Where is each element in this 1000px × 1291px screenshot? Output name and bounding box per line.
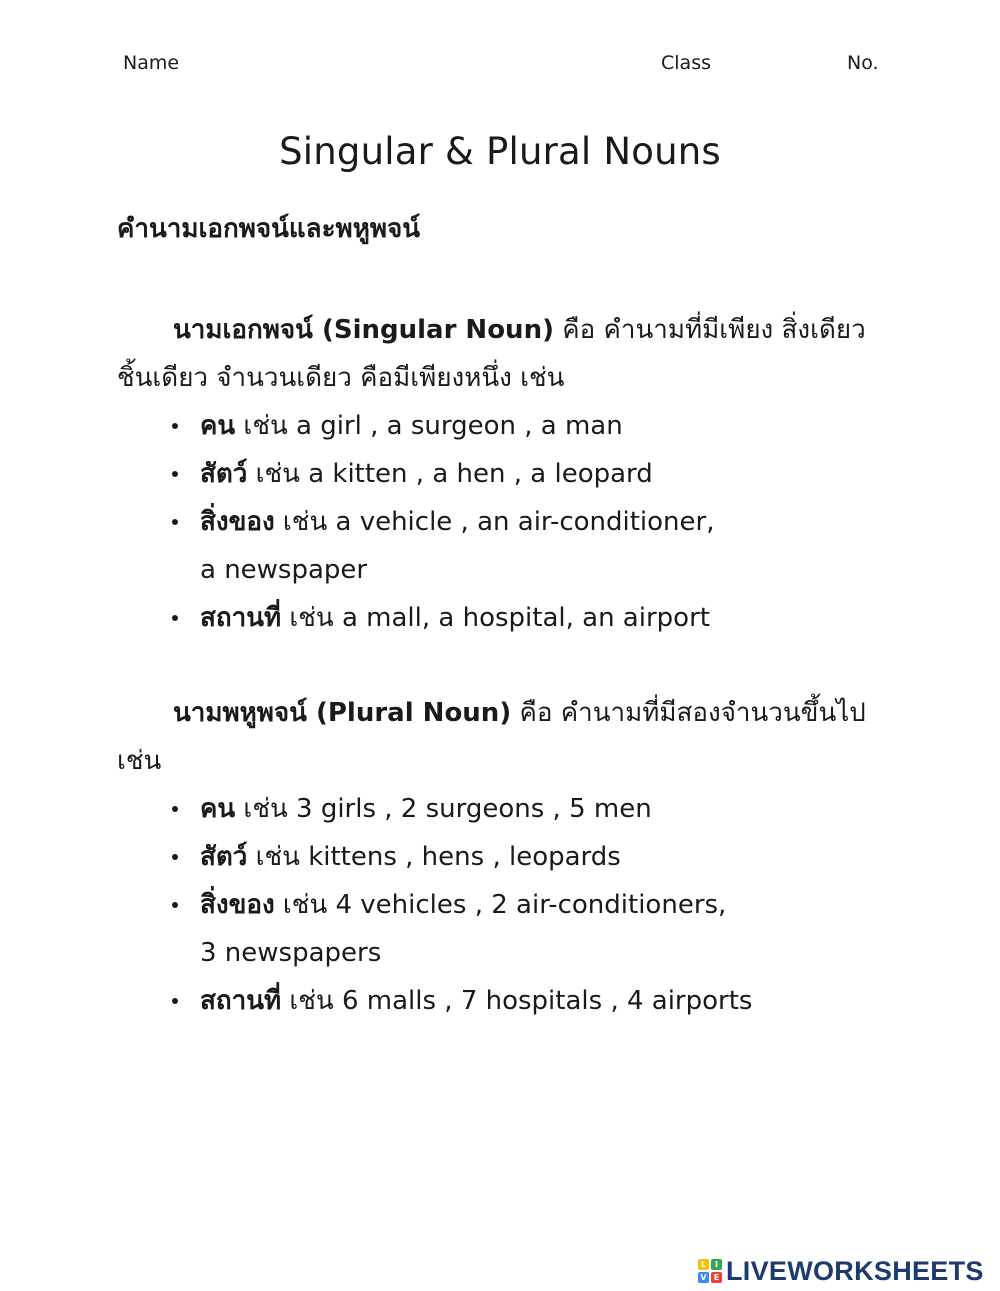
list-item — [117, 402, 887, 450]
singular-section — [117, 306, 887, 642]
liveworksheets-logo[interactable] — [698, 1255, 984, 1287]
item-category: สัตว์ — [200, 459, 248, 489]
item-category: คน — [200, 794, 236, 824]
worksheet-header — [0, 52, 1000, 82]
name-label: Name — [123, 52, 180, 74]
singular-list — [117, 402, 887, 642]
singular-definition — [117, 306, 887, 402]
list-item — [117, 594, 887, 642]
list-item — [117, 785, 887, 833]
logo-text: LIVEWORKSHEETS — [726, 1255, 984, 1286]
item-example: เช่น 6 malls , 7 hospitals , 4 airports — [281, 986, 753, 1016]
item-example: เช่น 3 girls , 2 surgeons , 5 men — [235, 794, 652, 824]
item-example: เช่น a kitten , a hen , a leopard — [247, 459, 653, 489]
plural-definition — [117, 689, 887, 785]
item-category: สัตว์ — [200, 842, 248, 872]
item-continuation: 3 newspapers — [200, 938, 382, 968]
logo-tile: L — [698, 1259, 709, 1270]
plural-section — [117, 689, 887, 1025]
plural-definition-text: คือ คำนามที่มีสองจำนวนขึ้นไป เช่น — [117, 698, 866, 776]
bullet-icon — [172, 471, 178, 477]
bullet-icon — [172, 519, 178, 525]
bullet-icon — [172, 423, 178, 429]
bullet-icon — [172, 998, 178, 1004]
item-category: สิ่งของ — [200, 507, 275, 537]
logo-tile: I — [711, 1259, 722, 1270]
item-example: เช่น a vehicle , an air-conditioner, — [274, 507, 715, 537]
bullet-icon — [172, 902, 178, 908]
logo-icon — [698, 1259, 722, 1283]
number-label: No. — [847, 52, 879, 74]
item-category: สถานที่ — [200, 986, 282, 1016]
item-example: เช่น a girl , a surgeon , a man — [235, 411, 623, 441]
item-example: เช่น kittens , hens , leopards — [247, 842, 621, 872]
list-item — [117, 450, 887, 498]
list-item — [117, 498, 887, 594]
item-category: คน — [200, 411, 236, 441]
bullet-icon — [172, 854, 178, 860]
item-category: สถานที่ — [200, 603, 282, 633]
item-example: เช่น 4 vehicles , 2 air-conditioners, — [274, 890, 727, 920]
plural-list — [117, 785, 887, 1025]
plural-term: นามพหูพจน์ (Plural Noun) — [173, 698, 512, 728]
page-title: Singular & Plural Nouns — [279, 130, 721, 173]
item-continuation: a newspaper — [200, 555, 368, 585]
list-item — [117, 977, 887, 1025]
bullet-icon — [172, 615, 178, 621]
item-example: เช่น a mall, a hospital, an airport — [281, 603, 710, 633]
class-label: Class — [661, 52, 711, 74]
list-item — [117, 881, 887, 977]
singular-term: นามเอกพจน์ (Singular Noun) — [173, 315, 554, 345]
singular-definition-text: คือ คำนามที่มีเพียง สิ่งเดียว ชิ้นเดียว จำนวนเดียว คือมีเพียงหนึ่ง เช่น — [117, 315, 866, 393]
bullet-icon — [172, 806, 178, 812]
list-item — [117, 833, 887, 881]
page-subtitle: คำนามเอกพจน์และพหูพจน์ — [117, 214, 420, 244]
logo-tile: E — [711, 1272, 722, 1283]
item-category: สิ่งของ — [200, 890, 275, 920]
logo-tile: V — [698, 1272, 709, 1283]
